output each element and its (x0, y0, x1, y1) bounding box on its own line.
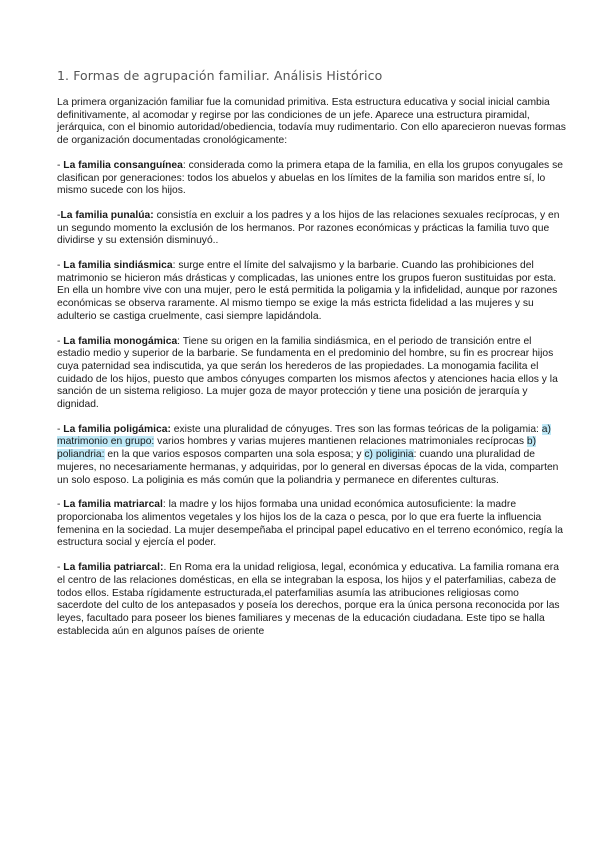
section-text: : surge entre el límite del salvajismo y la barbarie. Cuando las prohibiciones del matrimonio se hicieron más drásticas y complicadas, las uniones entre los grupos fueron sustituidas por esta. En ella un hombre vive con una mujer, pero le está permitida la poligamia y la infidelidad, aunque por razones económicas se observa raramente. Al mismo tiempo se exige la más estricta fidelidad a las mujeres y su adulterio se castiga cruelmente, casi siempre lapidándola. (57, 260, 558, 322)
section-prefix: - (57, 260, 64, 272)
section-text: existe una pluralidad de cónyuges. Tres son las formas teóricas de la poligamia: (170, 423, 542, 435)
section-term: La familia consanguínea (63, 159, 183, 171)
page-title: 1. Formas de agrupación familiar. Análisis Histórico (57, 68, 383, 83)
section-term: La familia sindiásmica (63, 260, 173, 272)
section-term: La familia matriarcal (63, 499, 163, 511)
section-text: : cuando una pluralidad de mujeres, no necesariamente hermanas, y adquiridas, por lo general en diversas épocas de la vida, comparten un solo esposo. La poliginia es más común que la poliandria y permanece en diferentes culturas. (57, 449, 559, 486)
highlight-poliginia: c) poliginia (364, 449, 414, 461)
section-term: La familia poligámica: (63, 423, 171, 435)
section-prefix: - (57, 562, 64, 574)
highlight-matrimonio-grupo: a) matrimonio en grupo: (57, 423, 551, 448)
section-matriarcal (57, 499, 566, 550)
section-punalua (57, 210, 566, 248)
section-text: . En Roma era la unidad religiosa, legal, económica y educativa. La familia romana era el centro de las relaciones domésticas, en ella se integraban la esposa, los hijos y el paterfamilias, cabeza de todos ellos. Estaba rígidamente estructurada,el paterfamilias asumía las atribuciones religiosas como sacerdote del culto de los antepasados y poseía los derechos, porque era la única persona reconocida por las leyes, facultado para poseer los bienes familiares y mecenas de la educación ciudadana. Este tipo se halla establecida aún en algunos países de oriente (57, 562, 560, 637)
section-poligamica (57, 424, 566, 488)
section-prefix: - (57, 423, 64, 435)
section-text: varios hombres y varias mujeres mantienen relaciones matrimoniales recíprocas (154, 436, 527, 448)
section-monogamica (57, 336, 566, 412)
section-text: en la que varios esposos comparten una sola esposa; y (104, 449, 365, 461)
section-prefix: - (57, 209, 61, 221)
section-patriarcal (57, 562, 566, 638)
section-term: La familia punalúa: (60, 209, 154, 221)
section-sindiasmica (57, 260, 566, 324)
section-term: La familia patriarcal: (63, 562, 164, 574)
section-prefix: - (57, 499, 64, 511)
section-term: La familia monogámica (63, 335, 178, 347)
section-consanguinea (57, 160, 566, 198)
section-text: consistía en excluir a los padres y a los hijos de las relaciones sexuales recíprocas, y en un segundo momento la exclusión de los hermanos. Por razones económicas y prácticas la familia tuvo que dividirse y su extensión disminuyó.. (57, 209, 560, 247)
highlight-poliandria: b) poliandria: (57, 436, 537, 461)
intro-paragraph: La primera organización familiar fue la comunidad primitiva. Esta estructura educativa y social inicial cambia definitivamente, al acomodar y regirse por las condiciones de un jefe. Aparece una estructura piramidal, jerárquica, con el binomio autoridad/obediencia, todavía muy rudimentario. Con ello aparecieron nuevas formas de organización documentadas cronológicamente: (57, 97, 566, 147)
section-text: : la madre y los hijos formaba una unidad económica autosuficiente: la madre proporcionaba los alimentos vegetales y los hijos los de la caza o pesca, por lo que era fuerte la influencia femenina en la sociedad. La mujer desempeñaba el principal papel educativo en el terreno económico, regía la estructura social y ejercía el poder. (57, 499, 564, 549)
section-text: : considerada como la primera etapa de la familia, en ella los grupos conyugales se clasifican por generaciones: todos los abuelos y abuelas en los límites de la familia son maridos entre sí, lo mismo sucede con los hijos. (57, 159, 563, 197)
section-prefix: - (57, 335, 64, 347)
section-text: : Tiene su origen en la familia sindiásmica, en el periodo de transición entre el estadio medio y superior de la barbarie. Se fundamenta en el predominio del hombre, su fin es procrear hijos cuya paternidad sea indiscutida, ya que serán los herederos de las propiedades. La monogamia facilita el cuidado de los hijos, puesto que ambos cónyuges comparten los mismos afectos y atenciones hacia ellos y la sanción de un sistema religioso. La mujer goza de mayor protección y tiene una posición de jerarquía y dignidad. (57, 335, 558, 411)
section-prefix: - (57, 159, 64, 171)
